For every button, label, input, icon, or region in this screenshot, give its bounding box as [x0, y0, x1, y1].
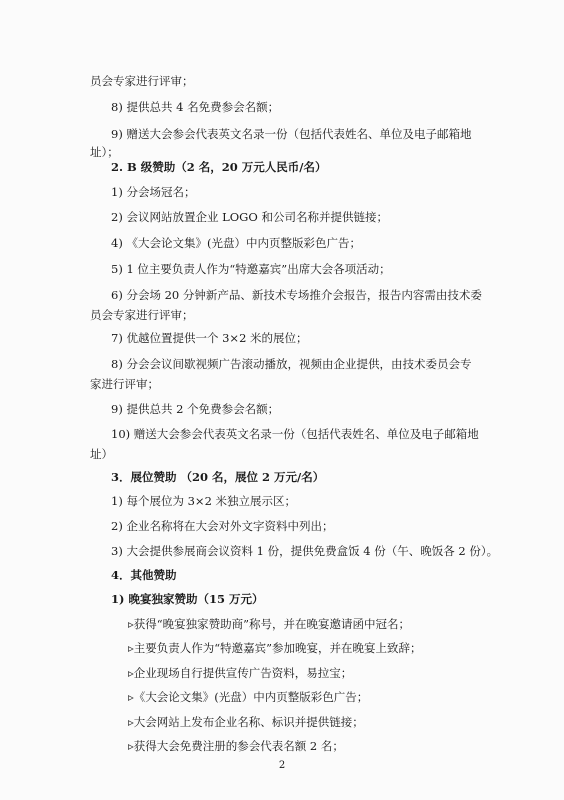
text-line: 员会专家进行评审； — [90, 308, 194, 322]
list-item: 5) 1 位主要负责人作为“特邀嘉宾”出席大会各项活动； — [111, 262, 391, 276]
list-item: 8) 分会会议间歇视频广告滚动播放，视频由企业提供，由技术委员会专 — [111, 357, 472, 371]
bullet-item: ▹企业现场自行提供宣传广告资料，易拉宝； — [128, 666, 353, 680]
list-item: 9) 提供总共 2 个免费参会名额； — [111, 402, 280, 416]
bullet-item: ▹获得“晚宴独家赞助商”称号，并在晚宴邀请函中冠名； — [128, 617, 411, 631]
bullet-item: ▹获得大会免费注册的参会代表名额 2 名； — [128, 739, 344, 753]
text-line: 员会专家进行评审； — [90, 74, 194, 88]
section-heading: 3．展位赞助 （20 名，展位 2 万元/名） — [111, 470, 325, 484]
list-item: 4) 《大会论文集》(光盘）中内页整版彩色广告； — [111, 236, 361, 250]
list-item: 3) 大会提供参展商会议资料 1 份，提供免费盒饭 4 份（午、晚饭各 2 份）。 — [111, 544, 499, 558]
list-item: 1) 分会场冠名； — [111, 185, 196, 199]
text-line: 址）； — [90, 145, 119, 159]
bullet-item: ▹《大会论文集》(光盘）中内页整版彩色广告； — [128, 690, 369, 704]
list-item: 7) 优越位置提供一个 3×2 米的展位； — [111, 331, 308, 345]
list-item: 2) 企业名称将在大会对外文字资料中列出； — [111, 519, 334, 533]
bullet-item: ▹主要负责人作为“特邀嘉宾”参加晚宴，并在晚宴上致辞； — [128, 641, 422, 655]
text-line: 家进行评审； — [90, 377, 159, 391]
section-heading: 2. B 级赞助（2 名，20 万元人民币/名） — [111, 160, 327, 174]
page-number: 2 — [278, 760, 286, 771]
list-item: 1) 每个展位为 3×2 米独立展示区； — [111, 494, 297, 508]
list-item: 10) 赠送大会参会代表英文名录一份（包括代表姓名、单位及电子邮箱地 — [111, 427, 479, 441]
subsection-heading: 1) 晚宴独家赞助（15 万元） — [111, 592, 264, 606]
list-item: 9) 赠送大会参会代表英文名录一份（包括代表姓名、单位及电子邮箱地 — [111, 127, 472, 141]
text-line: 址） — [90, 447, 113, 461]
list-item: 8) 提供总共 4 名免费参会名额； — [111, 100, 280, 114]
list-item: 2) 会议网站放置企业 LOGO 和公司名称并提供链接； — [111, 210, 388, 224]
bullet-item: ▹大会网站上发布企业名称、标识并提供链接； — [128, 715, 364, 729]
list-item: 6) 分会场 20 分钟新产品、新技术专场推介会报告，报告内容需由技术委 — [111, 288, 482, 302]
section-heading: 4．其他赞助 — [111, 568, 177, 582]
